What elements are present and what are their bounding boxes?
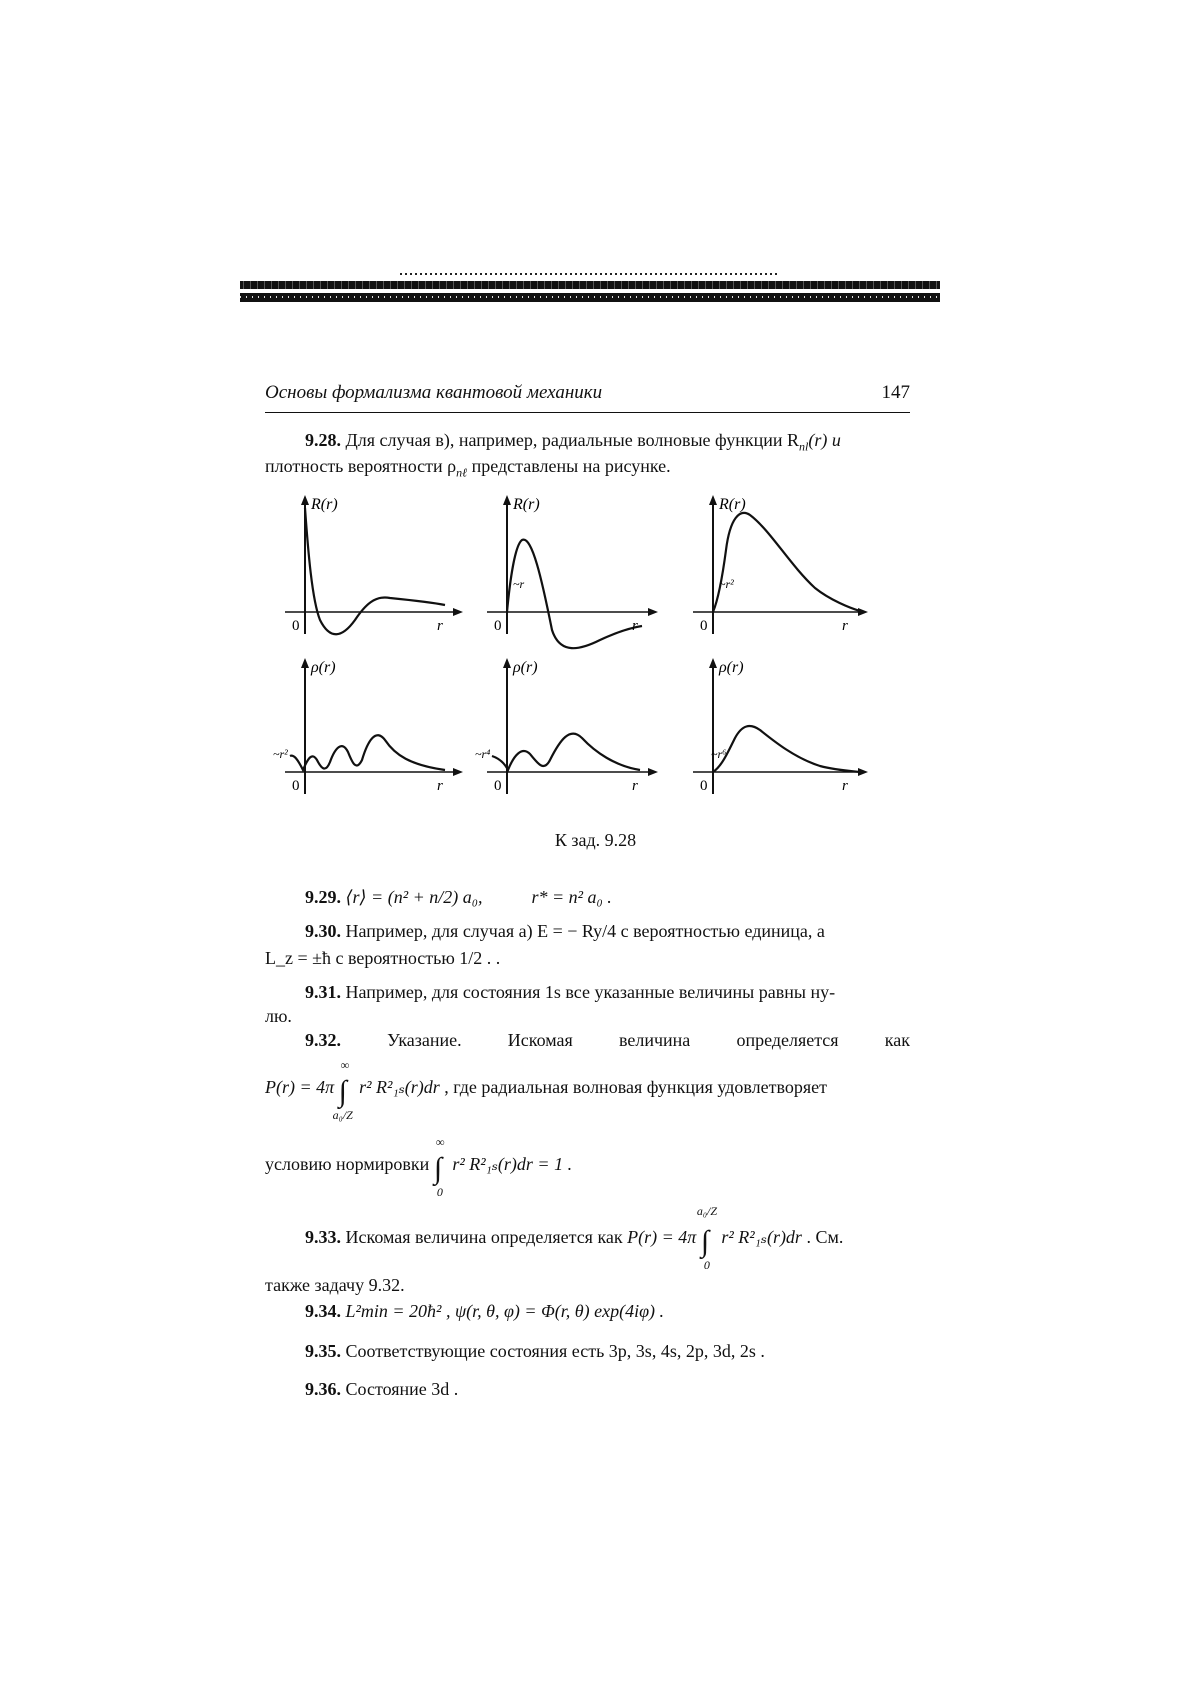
text: . См. (806, 1227, 844, 1247)
origin-label: 0 (700, 778, 708, 794)
subscript: nℓ (456, 465, 468, 480)
asymptote-note: ~r⁶ (711, 747, 727, 761)
x-axis-label: r (632, 618, 638, 634)
formula: L²min = 20ħ² , ψ(r, θ, φ) = Φ(r, θ) exp(4iφ) . (345, 1301, 665, 1321)
x-axis-arrow (858, 608, 868, 616)
problem-9-30-line2 (265, 947, 910, 969)
x-axis-label: r (437, 618, 443, 634)
x-axis-label: r (632, 778, 638, 794)
y-axis-label: ρ(r) (719, 659, 744, 676)
text: плотность вероятности ρ (265, 456, 457, 476)
problem-9-31-line2 (265, 1005, 910, 1027)
problem-9-32-formula (265, 1058, 910, 1122)
y-axis-arrow (709, 495, 717, 505)
curve (305, 508, 445, 634)
text: Например, для случая а) E = − Ry/4 с вероятностью единица, а (345, 921, 825, 941)
y-axis-label: ρ(r) (311, 659, 336, 676)
problem-9-32-line1 (265, 1029, 910, 1051)
y-axis-arrow (301, 658, 309, 668)
integral-sign: ∫ (433, 1152, 443, 1185)
y-axis-arrow (503, 658, 511, 668)
text: Соответствующие состояния есть 3p, 3s, 4s, 2p, 3d, 2s . (345, 1341, 765, 1361)
x-axis-label: r (437, 778, 443, 794)
text: Для случая в), например, радиальные волновые функции R (345, 430, 800, 450)
asymptote-note: ~r (513, 577, 525, 591)
x-axis-label: r (842, 778, 848, 794)
y-axis-label: ρ(r) (513, 659, 538, 676)
page-number: 147 (881, 382, 910, 403)
curve (713, 726, 860, 772)
y-axis-arrow (301, 495, 309, 505)
problem-9-33-line1 (265, 1204, 910, 1272)
integral-upper-limit: ∞ (340, 1058, 350, 1072)
curve (507, 540, 642, 649)
problem-9-35 (265, 1340, 910, 1362)
text: условию нормировки (265, 1154, 430, 1174)
integrand: r² R²₁ₛ(r)dr = 1 . (452, 1154, 573, 1174)
integral-lower-limit: 0 (436, 1185, 443, 1199)
y-axis-arrow (709, 658, 717, 668)
text: Например, для состояния 1s все указанные величины равны ну- (345, 982, 836, 1002)
x-axis-arrow (453, 768, 463, 776)
origin-label: 0 (292, 618, 300, 634)
problem-number: 9.35. (305, 1341, 341, 1361)
origin-label: 0 (494, 618, 502, 634)
running-title: Основы формализма квантовой механики (265, 382, 603, 403)
text: Искомая величина определяется как (345, 1227, 623, 1247)
origin-label: 0 (494, 778, 502, 794)
formula: ⟨r⟩ = (n² + n/2) a₀, (345, 887, 483, 907)
problem-number: 9.30. (305, 921, 341, 941)
problem-9-33-line2 (265, 1274, 910, 1296)
integral-upper-limit: ∞ (435, 1135, 445, 1149)
figure-caption: К зад. 9.28 (554, 830, 637, 850)
text: лю. (265, 1006, 292, 1026)
text: L_z = ±ħ с вероятностью 1/2 . . (265, 948, 501, 968)
y-axis-label: R(r) (719, 496, 746, 513)
y-axis-arrow (503, 495, 511, 505)
formula-lhs: P(r) = 4π (627, 1227, 697, 1247)
asymptote-note: ~r² (273, 747, 288, 761)
problem-9-28-line2 (265, 455, 910, 484)
problem-number: 9.32. (305, 1030, 341, 1050)
word: Указание. (387, 1030, 462, 1050)
word: величина (618, 1030, 691, 1050)
word: как (884, 1030, 910, 1050)
decorative-band-bottom (240, 293, 940, 302)
x-axis-arrow (648, 768, 658, 776)
text: также задачу 9.32. (265, 1275, 405, 1295)
y-axis-label: R(r) (513, 496, 540, 513)
formula-lhs: P(r) = 4π (265, 1077, 335, 1097)
asymptote-note: ~r² (719, 577, 734, 591)
text: представлены на рисунке. (467, 456, 671, 476)
x-axis-label: r (842, 618, 848, 634)
problem-9-31-line1 (265, 981, 910, 1003)
problem-number: 9.28. (305, 430, 341, 450)
problem-number: 9.34. (305, 1301, 341, 1321)
asymptote-note: ~r⁴ (475, 747, 491, 761)
integral-lower-limit: a₀/Z (332, 1108, 353, 1122)
formula: r* = n² a₀ . (531, 887, 612, 907)
curve (713, 513, 860, 612)
origin-label: 0 (700, 618, 708, 634)
problem-9-36 (265, 1378, 910, 1400)
problem-9-30-line1 (265, 920, 910, 942)
integral-lower-limit: 0 (703, 1258, 710, 1272)
integral-upper-limit: a₀/Z (696, 1204, 718, 1218)
problem-9-34 (265, 1300, 910, 1322)
problem-9-32-norm (265, 1135, 910, 1199)
integrand: r² R²₁ₛ(r)dr (359, 1077, 440, 1097)
subscript: nl (799, 439, 809, 454)
problem-number: 9.36. (305, 1379, 341, 1399)
problem-number: 9.31. (305, 982, 341, 1002)
integrand: r² R²₁ₛ(r)dr (721, 1227, 802, 1247)
problem-number: 9.33. (305, 1227, 341, 1247)
x-axis-arrow (648, 608, 658, 616)
word: определяется (736, 1030, 839, 1050)
curve (290, 735, 445, 770)
figure-9-28 (270, 490, 910, 810)
integral-sign: ∫ (338, 1075, 347, 1108)
word: Искомая (507, 1030, 573, 1050)
decorative-band-top (240, 281, 940, 289)
problem-number: 9.29. (305, 887, 341, 907)
problem-9-29 (265, 886, 910, 908)
curve (492, 734, 640, 770)
integral-sign: ∫ (700, 1225, 710, 1258)
text: Состояние 3d . (345, 1379, 459, 1399)
text: , где радиальная волновая функция удовлетворяет (444, 1077, 827, 1097)
x-axis-arrow (453, 608, 463, 616)
text: (r) и (808, 430, 841, 450)
origin-label: 0 (292, 778, 300, 794)
running-head (265, 382, 910, 413)
y-axis-label: R(r) (311, 496, 338, 513)
decorative-dots (400, 273, 780, 275)
problem-9-28-line1 (265, 429, 910, 458)
figure-svg (270, 490, 910, 810)
